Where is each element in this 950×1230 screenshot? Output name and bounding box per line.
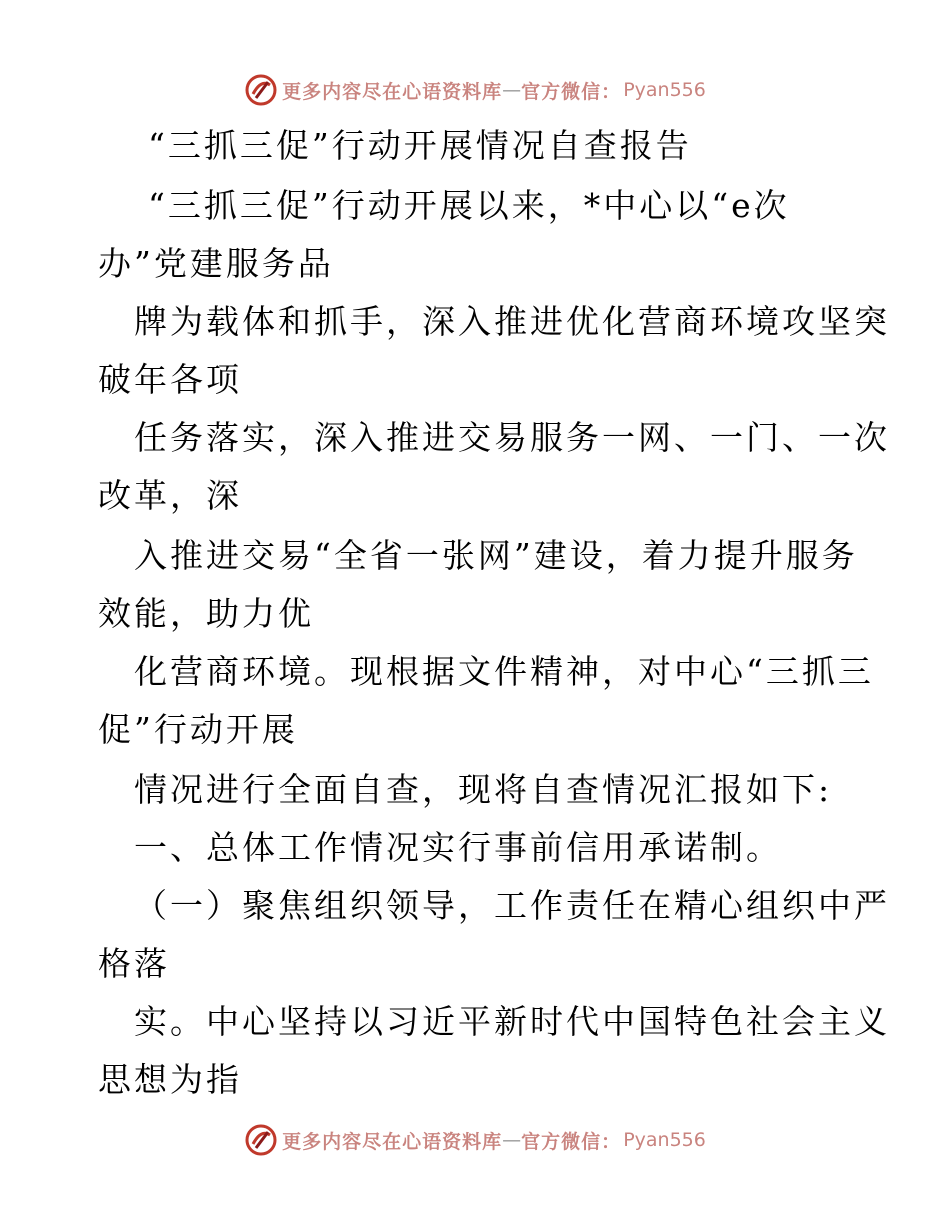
paragraph-line: 入推进交易“全省一张网”建设，着力提升服务	[134, 536, 858, 575]
watermark-separator: —	[502, 79, 522, 101]
paragraph-line: 改革，深	[98, 476, 242, 515]
paragraph-line: 促”行动开展	[98, 710, 298, 749]
paragraph-line: 思想为指	[98, 1060, 242, 1099]
paragraph-line: 实。中心坚持以习近平新时代中国特色社会主义	[134, 1002, 890, 1041]
watermark-account: Pyan556	[623, 1129, 706, 1151]
subsection-heading: （一）聚焦组织领导，工作责任在精心组织中严	[134, 886, 890, 925]
paragraph-line: 格落	[98, 944, 170, 983]
seal-logo-icon	[244, 73, 278, 107]
watermark-suffix: 官方微信：	[521, 1130, 622, 1153]
watermark-account: Pyan556	[623, 79, 706, 101]
paragraph-line: 情况进行全面自查，现将自查情况汇报如下:	[134, 770, 833, 809]
header-watermark	[0, 70, 950, 110]
paragraph-line: 破年各项	[98, 360, 242, 399]
paragraph-line: 任务落实，深入推进交易服务一网、一门、一次	[134, 418, 890, 457]
section-heading: 一、总体工作情况实行事前信用承诺制。	[134, 828, 782, 867]
watermark-text: 更多内容尽在心语资料库	[282, 1130, 503, 1153]
paragraph-line: 化营商环境。现根据文件精神，对中心“三抓三	[134, 652, 874, 691]
paragraph-line: 办”党建服务品	[98, 244, 334, 283]
watermark-suffix: 官方微信：	[521, 80, 622, 103]
paragraph-line: 牌为载体和抓手，深入推进优化营商环境攻坚突	[134, 302, 890, 341]
document-title: “三抓三促”行动开展情况自查报告	[148, 126, 692, 165]
seal-logo-icon	[244, 1123, 278, 1157]
watermark-separator: —	[502, 1129, 522, 1151]
paragraph-line: “三抓三促”行动开展以来，*中心以“e次	[148, 186, 790, 225]
footer-watermark	[0, 1120, 950, 1160]
paragraph-line: 效能，助力优	[98, 594, 314, 633]
watermark-text: 更多内容尽在心语资料库	[282, 80, 503, 103]
